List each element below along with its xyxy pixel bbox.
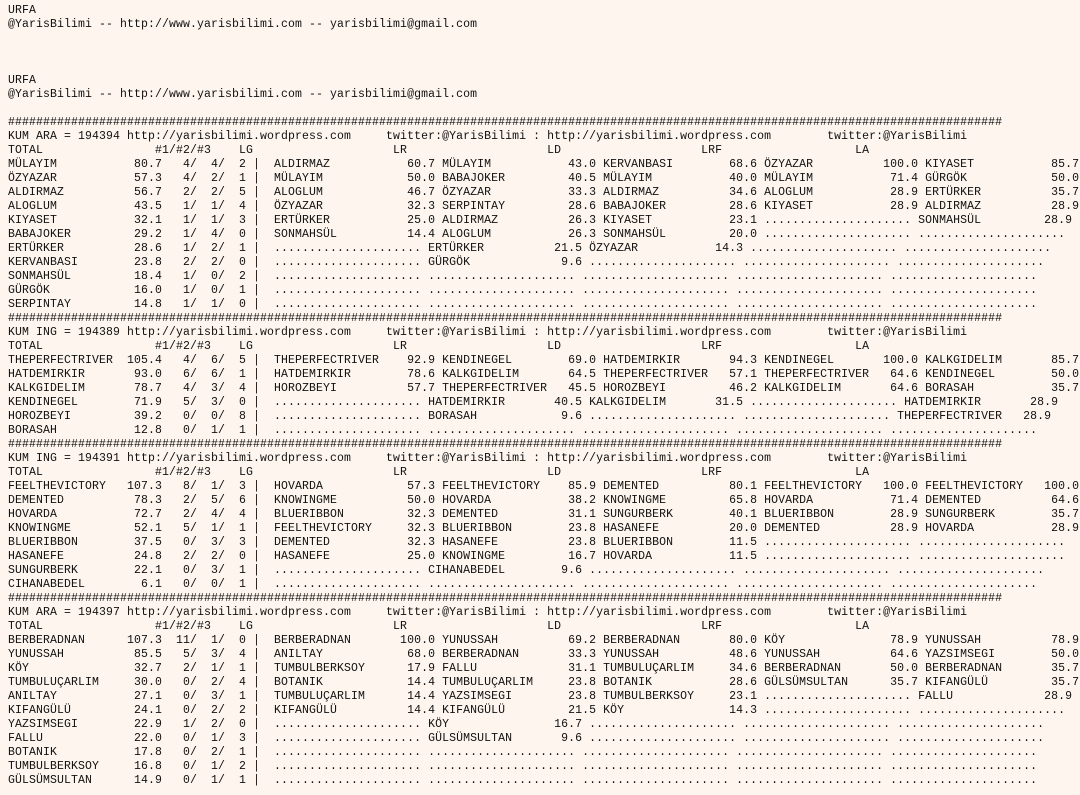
text-line: HOVARDA 72.7 2/ 4/ 4 | BLUERIBBON 32.3 DEMENTED 31.1 SUNGURBERK 40.1 BLUERIBBON 28.9 SUNGURBERK 35.7 xyxy=(8,508,1080,521)
text-line: HASANEFE 24.8 2/ 2/ 0 | HASANEFE 25.0 KNOWINGME 16.7 HOVARDA 11.5 ..................... ..................... xyxy=(8,550,1066,563)
text-line: HATDEMIRKIR 93.0 6/ 6/ 1 | HATDEMIRKIR 78.6 KALKGIDELIM 64.5 THEPERFECTRIVER 57.1 THEPERFECTRIVER 64.6 KENDINEGEL 50.0 xyxy=(8,368,1080,381)
text-line: KÖY 32.7 2/ 1/ 1 | TUMBULBERKSOY 17.9 FALLU 31.1 TUMBULUÇARLIM 34.6 BERBERADNAN 50.0 BERBERADNAN 35.7 xyxy=(8,662,1080,675)
text-line: KALKGIDELIM 78.7 4/ 3/ 4 | HOROZBEYI 57.7 THEPERFECTRIVER 45.5 HOROZBEYI 46.2 KALKGIDELIM 64.6 BORASAH 35.7 xyxy=(8,382,1080,395)
blank-line xyxy=(8,60,1079,74)
text-line: URFA xyxy=(8,4,37,17)
text-line: YAZSIMSEGI 22.9 1/ 2/ 0 | ..................... KÖY 16.7 ..................... ..................... ..................... xyxy=(8,718,1045,731)
separator-line: ############################################################################################################################################## xyxy=(8,116,1003,129)
text-line: KIFANGÜLÜ 24.1 0/ 2/ 2 | KIFANGÜLÜ 14.4 KIFANGÜLÜ 21.5 KÖY 14.3 ..................... ..................... xyxy=(8,704,1066,717)
text-line: SERPINTAY 14.8 1/ 1/ 0 | ..................... ..................... ..................... ..................... ..................... xyxy=(8,298,1038,311)
separator-line: ############################################################################################################################################## xyxy=(8,312,1003,325)
text-line: FALLU 22.0 0/ 1/ 3 | ..................... GÜLSÜMSULTAN 9.6 ..................... ..................... ..................... xyxy=(8,732,1045,745)
column-header-line: TOTAL #1/#2/#3 LG LR LD LRF LA xyxy=(8,144,870,157)
text-line: ALOGLUM 43.5 1/ 1/ 4 | ÖZYAZAR 32.3 SERPINTAY 28.6 BABAJOKER 28.6 KIYASET 28.9 ALDIRMAZ 28.9 xyxy=(8,200,1080,213)
blank-line xyxy=(8,32,1079,46)
text-line: ALDIRMAZ 56.7 2/ 2/ 5 | ALOGLUM 46.7 ÖZYAZAR 33.3 ALDIRMAZ 34.6 ALOGLUM 28.9 ERTÜRKER 35.7 xyxy=(8,186,1080,199)
text-line: ERTÜRKER 28.6 1/ 2/ 1 | ..................... ERTÜRKER 21.5 ÖZYAZAR 14.3 ..................... ..................... xyxy=(8,242,1052,255)
text-line: SUNGURBERK 22.1 0/ 3/ 1 | ..................... CIHANABEDEL 9.6 ..................... ..................... ..................... xyxy=(8,564,1045,577)
race-header-line: KUM ARA = 194394 http://yarisbilimi.wordpress.com twitter:@YarisBilimi : http://yarisbilimi.wordpress.com twitter:@YarisBilimi xyxy=(8,130,968,143)
blank-line xyxy=(8,102,1079,116)
text-line: BLUERIBBON 37.5 0/ 3/ 3 | DEMENTED 32.3 HASANEFE 23.8 BLUERIBBON 11.5 ..................... ..................... xyxy=(8,536,1066,549)
text-line: KIYASET 32.1 1/ 1/ 3 | ERTÜRKER 25.0 ALDIRMAZ 26.3 KIYASET 23.1 ..................... SONMAHSÜL 28.9 xyxy=(8,214,1073,227)
race-header-line: KUM ARA = 194397 http://yarisbilimi.wordpress.com twitter:@YarisBilimi : http://yarisbilimi.wordpress.com twitter:@YarisBilimi xyxy=(8,606,968,619)
race-header-line: KUM ING = 194391 http://yarisbilimi.wordpress.com twitter:@YarisBilimi : http://yarisbilimi.wordpress.com twitter:@YarisBilimi xyxy=(8,452,968,465)
text-document xyxy=(8,4,1079,788)
race-header-line: KUM ING = 194389 http://yarisbilimi.wordpress.com twitter:@YarisBilimi : http://yarisbilimi.wordpress.com twitter:@YarisBilimi xyxy=(8,326,968,339)
text-line: TUMBULBERKSOY 16.8 0/ 1/ 2 | ..................... ..................... ..................... ..................... ..................... xyxy=(8,760,1038,773)
text-line: ÖZYAZAR 57.3 4/ 2/ 1 | MÜLAYIM 50.0 BABAJOKER 40.5 MÜLAYIM 40.0 MÜLAYIM 71.4 GÜRGÖK 50.0 xyxy=(8,172,1080,185)
text-line: ANILTAY 27.1 0/ 3/ 1 | TUMBULUÇARLIM 14.4 YAZSIMSEGI 23.8 TUMBULBERKSOY 23.1 ..................... FALLU 28.9 xyxy=(8,690,1073,703)
text-line: @YarisBilimi -- http://www.yarisbilimi.com -- yarisbilimi@gmail.com xyxy=(8,18,478,31)
text-line: SONMAHSÜL 18.4 1/ 0/ 2 | ..................... ..................... ..................... ..................... ..................... xyxy=(8,270,1038,283)
text-line: KNOWINGME 52.1 5/ 1/ 1 | FEELTHEVICTORY 32.3 BLUERIBBON 23.8 HASANEFE 20.0 DEMENTED 28.9 HOVARDA 28.9 xyxy=(8,522,1080,535)
text-line: MÜLAYIM 80.7 4/ 4/ 2 | ALDIRMAZ 60.7 MÜLAYIM 43.0 KERVANBASI 68.6 ÖZYAZAR 100.0 KIYASET 85.7 xyxy=(8,158,1080,171)
text-line: BOTANIK 17.8 0/ 2/ 1 | ..................... ..................... ..................... ..................... ..................... xyxy=(8,746,1038,759)
column-header-line: TOTAL #1/#2/#3 LG LR LD LRF LA xyxy=(8,340,870,353)
text-line: HOROZBEYI 39.2 0/ 0/ 8 | ..................... BORASAH 9.6 ..................... ..................... THEPERFECTRIVER 28.9 xyxy=(8,410,1052,423)
text-line: GÜRGÖK 16.0 1/ 0/ 1 | ..................... ..................... ..................... ..................... ..................... xyxy=(8,284,1038,297)
text-line: BORASAH 12.8 0/ 1/ 1 | ..................... ..................... ..................... ..................... ..................... xyxy=(8,424,1038,437)
column-header-line: TOTAL #1/#2/#3 LG LR LD LRF LA xyxy=(8,466,870,479)
text-line: KENDINEGEL 71.9 5/ 3/ 0 | ..................... HATDEMIRKIR 40.5 KALKGIDELIM 31.5 ..................... HATDEMIRKIR 28.9 xyxy=(8,396,1059,409)
text-line: CIHANABEDEL 6.1 0/ 0/ 1 | ..................... ..................... ..................... ..................... ..................... xyxy=(8,578,1038,591)
text-line: TUMBULUÇARLIM 30.0 0/ 2/ 4 | BOTANIK 14.4 TUMBULUÇARLIM 23.8 BOTANIK 28.6 GÜLSÜMSULTAN 35.7 KIFANGÜLÜ 35.7 xyxy=(8,676,1080,689)
column-header-line: TOTAL #1/#2/#3 LG LR LD LRF LA xyxy=(8,620,870,633)
blank-line xyxy=(8,46,1079,60)
text-line: DEMENTED 78.3 2/ 5/ 6 | KNOWINGME 50.0 HOVARDA 38.2 KNOWINGME 65.8 HOVARDA 71.4 DEMENTED 64.6 xyxy=(8,494,1080,507)
separator-line: ############################################################################################################################################## xyxy=(8,592,1003,605)
text-line: BERBERADNAN 107.3 11/ 1/ 0 | BERBERADNAN 100.0 YUNUSSAH 69.2 BERBERADNAN 80.0 KÖY 78.9 YUNUSSAH 78.9 xyxy=(8,634,1080,647)
separator-line: ############################################################################################################################################## xyxy=(8,438,1003,451)
text-line: BABAJOKER 29.2 1/ 4/ 0 | SONMAHSÜL 14.4 ALOGLUM 26.3 SONMAHSÜL 20.0 ..................... ..................... xyxy=(8,228,1066,241)
text-line: THEPERFECTRIVER 105.4 4/ 6/ 5 | THEPERFECTRIVER 92.9 KENDINEGEL 69.0 HATDEMIRKIR 94.3 KENDINEGEL 100.0 KALKGIDELIM 85.7 xyxy=(8,354,1080,367)
text-line: YUNUSSAH 85.5 5/ 3/ 4 | ANILTAY 68.0 BERBERADNAN 33.3 YUNUSSAH 48.6 YUNUSSAH 64.6 YAZSIMSEGI 50.0 xyxy=(8,648,1080,661)
text-line: FEELTHEVICTORY 107.3 8/ 1/ 3 | HOVARDA 57.3 FEELTHEVICTORY 85.9 DEMENTED 80.1 FEELTHEVICTORY 100.0 FEELTHEVICTORY 100.0 xyxy=(8,480,1080,493)
text-line: @YarisBilimi -- http://www.yarisbilimi.com -- yarisbilimi@gmail.com xyxy=(8,88,478,101)
text-line: URFA xyxy=(8,74,37,87)
text-line: GÜLSÜMSULTAN 14.9 0/ 1/ 1 | ..................... ..................... ..................... ..................... ..................... xyxy=(8,774,1038,787)
text-line: KERVANBASI 23.8 2/ 2/ 0 | ..................... GÜRGÖK 9.6 ..................... ..................... ..................... xyxy=(8,256,1045,269)
